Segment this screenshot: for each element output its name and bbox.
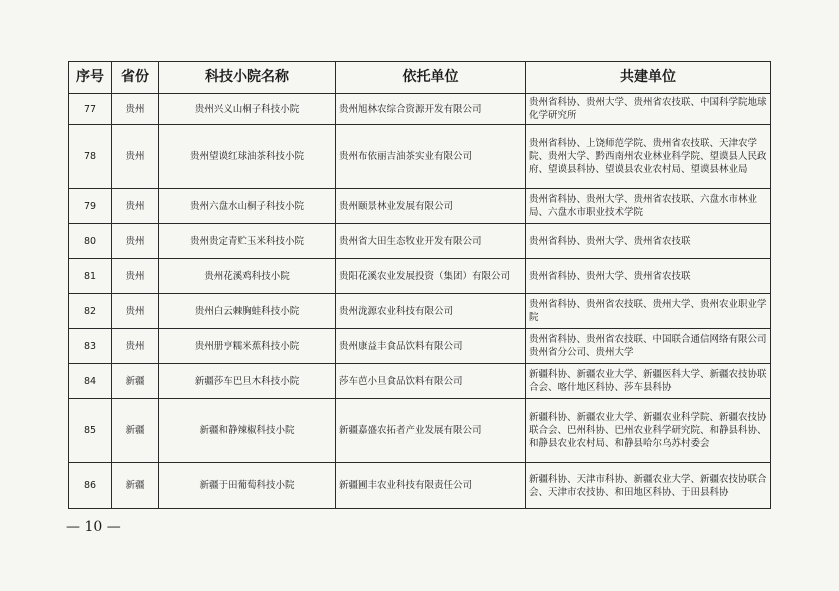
cell-host-unit: 贵州省大田生态牧业开发有限公司 bbox=[336, 224, 526, 259]
cell-partner-units: 贵州省科协、贵州省农技联、中国联合通信网络有限公司贵州省分公司、贵州大学 bbox=[526, 329, 771, 364]
cell-serial: 79 bbox=[69, 189, 112, 224]
cell-courtyard-name: 贵州贵定青贮玉米科技小院 bbox=[159, 224, 336, 259]
cell-serial: 80 bbox=[69, 224, 112, 259]
table-row bbox=[69, 125, 771, 189]
cell-host-unit: 新疆圃丰农业科技有限责任公司 bbox=[336, 463, 526, 509]
cell-courtyard-name: 新疆莎车巴旦木科技小院 bbox=[159, 364, 336, 399]
header-host-unit: 依托单位 bbox=[336, 62, 526, 94]
header-partner-units: 共建单位 bbox=[526, 62, 771, 94]
table-row bbox=[69, 94, 771, 125]
cell-courtyard-name: 贵州白云棘胸蛙科技小院 bbox=[159, 294, 336, 329]
cell-courtyard-name: 贵州兴义山桐子科技小院 bbox=[159, 94, 336, 125]
cell-partner-units: 贵州省科协、贵州省农技联、贵州大学、贵州农业职业学院 bbox=[526, 294, 771, 329]
cell-courtyard-name: 新疆和静辣椒科技小院 bbox=[159, 399, 336, 463]
table-header-row bbox=[69, 62, 771, 94]
page-number: — 10 — bbox=[66, 519, 121, 535]
cell-courtyard-name: 贵州册亨糯米蕉科技小院 bbox=[159, 329, 336, 364]
cell-province: 贵州 bbox=[112, 125, 159, 189]
cell-serial: 84 bbox=[69, 364, 112, 399]
header-serial: 序号 bbox=[69, 62, 112, 94]
cell-courtyard-name: 贵州六盘水山桐子科技小院 bbox=[159, 189, 336, 224]
cell-host-unit: 贵州康益丰食品饮料有限公司 bbox=[336, 329, 526, 364]
cell-host-unit: 莎车芭小旦食品饮料有限公司 bbox=[336, 364, 526, 399]
header-courtyard-name: 科技小院名称 bbox=[159, 62, 336, 94]
cell-partner-units: 贵州省科协、贵州大学、贵州省农技联、中国科学院地球化学研究所 bbox=[526, 94, 771, 125]
cell-province: 贵州 bbox=[112, 294, 159, 329]
cell-serial: 85 bbox=[69, 399, 112, 463]
table-row bbox=[69, 259, 771, 294]
table-row bbox=[69, 189, 771, 224]
cell-province: 贵州 bbox=[112, 224, 159, 259]
cell-province: 贵州 bbox=[112, 259, 159, 294]
science-courtyard-table bbox=[68, 61, 771, 509]
cell-serial: 86 bbox=[69, 463, 112, 509]
cell-partner-units: 贵州省科协、上饶师范学院、贵州省农技联、天津农学院、贵州大学、黔西南州农业林业科学院、望谟县人民政府、望谟县科协、望谟县农业农村局、望谟县林业局 bbox=[526, 125, 771, 189]
cell-host-unit: 贵阳花溪农业发展投资（集团）有限公司 bbox=[336, 259, 526, 294]
cell-partner-units: 贵州省科协、贵州大学、贵州省农技联、六盘水市林业局、六盘水市职业技术学院 bbox=[526, 189, 771, 224]
cell-province: 贵州 bbox=[112, 189, 159, 224]
cell-host-unit: 贵州旭林农综合资源开发有限公司 bbox=[336, 94, 526, 125]
table-row bbox=[69, 364, 771, 399]
table-row bbox=[69, 399, 771, 463]
cell-serial: 81 bbox=[69, 259, 112, 294]
table-row bbox=[69, 329, 771, 364]
cell-serial: 83 bbox=[69, 329, 112, 364]
cell-province: 贵州 bbox=[112, 94, 159, 125]
cell-host-unit: 贵州颐景林业发展有限公司 bbox=[336, 189, 526, 224]
cell-serial: 77 bbox=[69, 94, 112, 125]
cell-courtyard-name: 贵州花溪鸡科技小院 bbox=[159, 259, 336, 294]
cell-partner-units: 贵州省科协、贵州大学、贵州省农技联 bbox=[526, 259, 771, 294]
cell-partner-units: 贵州省科协、贵州大学、贵州省农技联 bbox=[526, 224, 771, 259]
table-row bbox=[69, 294, 771, 329]
cell-host-unit: 新疆嘉盛农拓者产业发展有限公司 bbox=[336, 399, 526, 463]
cell-province: 贵州 bbox=[112, 329, 159, 364]
table-row bbox=[69, 224, 771, 259]
header-province: 省份 bbox=[112, 62, 159, 94]
cell-province: 新疆 bbox=[112, 399, 159, 463]
cell-partner-units: 新疆科协、天津市科协、新疆农业大学、新疆农技协联合会、天津市农技协、和田地区科协、于田县科协 bbox=[526, 463, 771, 509]
cell-host-unit: 贵州泷源农业科技有限公司 bbox=[336, 294, 526, 329]
cell-partner-units: 新疆科协、新疆农业大学、新疆农业科学院、新疆农技协联合会、巴州科协、巴州农业科学研究院、和静县科协、和静县农业农村局、和静县哈尔乌苏村委会 bbox=[526, 399, 771, 463]
cell-host-unit: 贵州布依丽吉油茶实业有限公司 bbox=[336, 125, 526, 189]
table-row bbox=[69, 463, 771, 509]
cell-province: 新疆 bbox=[112, 364, 159, 399]
cell-courtyard-name: 新疆于田葡萄科技小院 bbox=[159, 463, 336, 509]
cell-serial: 78 bbox=[69, 125, 112, 189]
cell-province: 新疆 bbox=[112, 463, 159, 509]
cell-partner-units: 新疆科协、新疆农业大学、新疆医科大学、新疆农技协联合会、喀什地区科协、莎车县科协 bbox=[526, 364, 771, 399]
cell-serial: 82 bbox=[69, 294, 112, 329]
cell-courtyard-name: 贵州望谟红球油茶科技小院 bbox=[159, 125, 336, 189]
